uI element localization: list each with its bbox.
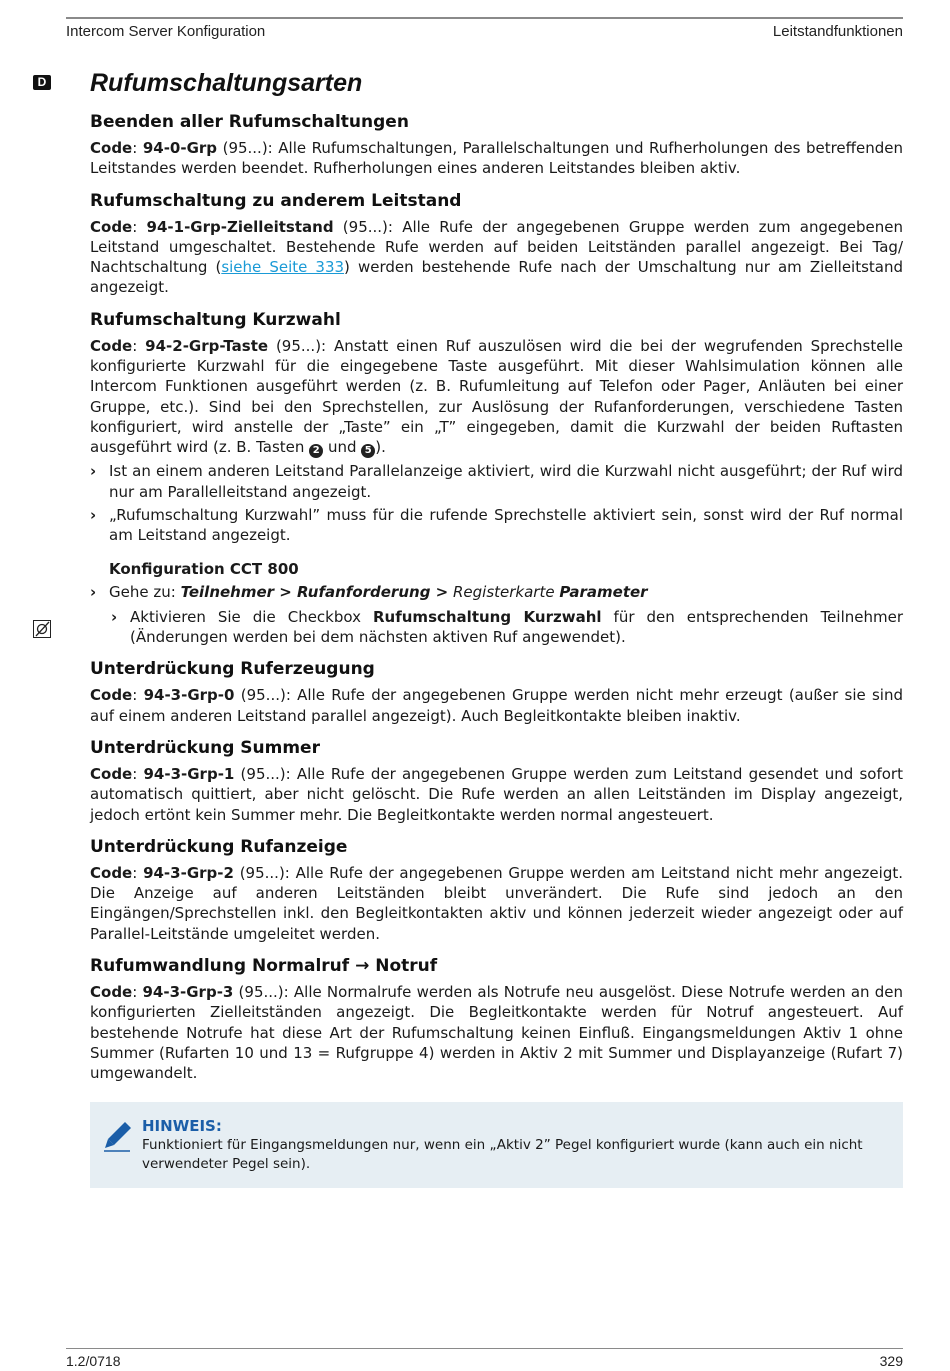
page-reference-link[interactable]: siehe Seite 333 [221,258,345,277]
paragraph-text: ). [375,438,386,457]
list-item [90,505,903,546]
code-label: Code [90,863,133,882]
chevron-right-icon: › [90,505,97,524]
code-label: Code [90,686,133,705]
list-item-text: „Rufumschaltung Kurzwahl” muss für die rufende Sprechstelle aktiviert sein, sonst wird der Ruf normal am Leitstand angezeigt. [109,505,903,545]
tab-name: Parameter [559,583,648,602]
paragraph-text: (95...): Alle Rufumschaltungen, Parallelschaltungen und Rufherholungen des betreffenden Leitstandes werden beendet. Rufherholungen eines anderen Leitstandes bleiben aktiv. [90,139,903,178]
checkbox-name: Rufumschaltung Kurzwahl [373,607,602,626]
language-badge-icon: D [33,75,51,90]
section-heading: Unterdrückung Ruferzeugung [90,659,375,680]
paragraph-text: (95...): Anstatt einen Ruf auszulösen wird die bei der wegrufenden Sprechstelle konfigurierte Kurzwahl für die eingegebene Taste ausgeführt. Mit dieser Wahlsimulation können alle Intercom Funktionen ausgeführt werden (z. B. Rufumleitung auf Telefon oder Pager, Anläuten bei einer Gruppe, etc.). Sind bei den Sprechstellen, zur Auslösung der Rufanforderungen, verschiedene Tasten konfiguriert, wird anstelle der „Taste” ein „T” eingegeben, damit die Kurzwahl der beiden Ruftasten ausgeführt wird (z. B. Tasten [90,336,903,457]
key-2-icon: 2 [309,444,323,458]
paragraph-text: (95...): Alle Rufe der angegebenen Gruppe werden zum angegebenen Leitstand umgeschaltet. Bestehende Rufe werden auf beiden Leitständen parallel angezeigt. Bei Tag/ Nachtschaltung ( [90,217,903,277]
section-paragraph: Code: 94-2-Grp-Taste (95...): Anstatt einen Ruf auszulösen wird die bei der wegrufenden Sprechstelle konfigurierte Kurzwahl für die eingegebene Taste ausgeführt. Mit dieser Wahlsimulation können alle Intercom Funktionen ausgeführt werden (z. B. Rufumleitung auf Telefon oder Pager, Anläuten bei einer Gruppe, etc.). Sind bei den Sprechstellen, zur Auslösung der Rufanforderungen, verschiedene Tasten konfiguriert, wird anstelle der „Taste” ein „T” eingegeben, damit die Kurzwahl der beiden Ruftasten ausgeführt wird (z. B. Tasten 2 und 5 ). [90,336,903,457]
instruction-step [90,582,903,602]
config-heading: Konfiguration CCT 800 [109,560,299,579]
header-rule [66,17,903,19]
section-heading: Rufumwandlung Normalruf → Notruf [90,956,438,977]
code-value: 94-2-Grp-Taste [145,336,269,355]
hint-box [90,1102,903,1188]
section-paragraph: Code: 94-1-Grp-Zielleitstand (95...): Alle Rufe der angegebenen Gruppe werden zum angegebenen Leitstand umgeschaltet. Bestehende Rufe werden auf beiden Leitständen parallel angezeigt. Bei Tag/ Nachtschaltung (siehe Seite 333) werden bestehende Rufe nach der Umschaltung nur am Zielleitstand angezeigt. [90,217,904,297]
instruction-substep [90,607,903,648]
step-prefix: Gehe zu: [109,583,181,602]
code-value: 94-0-Grp [142,139,218,157]
section-paragraph: Code: 94-3-Grp-1 (95...): Alle Rufe der angegebenen Gruppe werden zum Leitstand gesendet und sofort automatisch quittiert, aber nicht gelöscht. Die Rufe werden an allen Leitständen im Display angezeigt, jedoch ertönt kein Summer mehr. Die Begleitkontakte werden normal angesteuert. [90,764,903,824]
section-paragraph: Code: 94-3-Grp-3 (95...): Alle Normalrufe werden als Notrufe neu ausgelöst. Diese Notrufe werden an den konfigurierten Zielleitständen angezeigt. Die Begleitkontakte werden für Notruf angesteuert. Auf bestehende Notrufe hat diese Art der Rufumschaltung keinen Einfluß. Eingangsmeldungen Aktiv 1 ohne Summer (Rufarten 10 und 13 = Rufgruppe 4) werden in Aktiv 2 mit Summer und Displayanzeige (Rufart 7) umgewandelt. [90,983,903,1083]
code-label: Code [90,139,133,157]
chevron-right-icon: › [90,583,97,602]
paragraph-text: und [323,438,362,457]
page-header [66,23,903,40]
footer-rule [66,1348,903,1349]
code-value: 94-3-Grp-0 [143,686,235,705]
paragraph-text: (95...): Alle Rufe der angegebenen Gruppe werden zum Leitstand gesendet und sofort automatisch quittiert, aber nicht gelöscht. Die Rufe werden an allen Leitständen im Display angezeigt, jedoch ertönt kein Summer mehr. Die Begleitkontakte werden normal angesteuert. [90,764,903,824]
not-applicable-icon [33,620,51,638]
code-value: 94-1-Grp-Zielleitstand [146,217,334,236]
page-title: Rufumschaltungsarten [90,69,363,97]
list-item-text: Ist an einem anderen Leitstand Parallelanzeige aktiviert, wird die Kurzwahl nicht ausgeführt; der Ruf wird nur am Parallelleitstand angezeigt. [109,462,903,501]
section-heading: Beenden aller Rufumschaltungen [90,112,409,132]
header-right: Leitstandfunktionen [772,23,903,40]
substep-text: für den entsprechenden Teilnehmer (Änderungen werden bei dem nächsten aktiven Ruf angewendet). [130,607,903,647]
code-value: 94-3-Grp-1 [143,764,235,783]
main-content [90,66,903,1188]
pencil-icon [103,1120,133,1156]
code-label: Code [90,983,133,1002]
code-value: 94-3-Grp-2 [143,863,234,882]
step-tab: Registerkarte [448,583,560,602]
section-heading: Unterdrückung Summer [90,737,320,758]
header-left: Intercom Server Konfiguration [66,23,266,40]
paragraph-text: ) werden bestehende Rufe nach der Umschaltung nur am Zielleitstand angezeigt. [90,258,904,297]
paragraph-text: (95...): Alle Rufe der angegebenen Gruppe werden nicht mehr erzeugt (außer sie sind auf einem anderen Leitstand parallel angezeigt). Auch Begleitkontakte bleiben inaktiv. [90,686,904,725]
section-heading: Rufumschaltung Kurzwahl [90,309,341,330]
code-value: 94-3-Grp-3 [142,983,234,1002]
code-label: Code [90,764,133,783]
section-paragraph: Code: 94-3-Grp-0 (95...): Alle Rufe der angegebenen Gruppe werden nicht mehr erzeugt (außer sie sind auf einem anderen Leitstand parallel angezeigt). Auch Begleitkontakte bleiben inaktiv. [90,686,904,725]
paragraph-text: (95...): Alle Rufe der angegebenen Gruppe werden am Leitstand nicht mehr angezeigt. Die Anzeige auf anderen Leitständen bleibt unverändert. Die Rufe sind jedoch an den Eingängen/Sprechstellen inkl. den Begleitkontakten aktiv und können jederzeit wieder angezeigt oder auf Parallel-Leitstände umgeleitet werden. [90,863,904,943]
substep-text: Aktivieren Sie die Checkbox [130,607,373,626]
section-paragraph: Code: 94-3-Grp-2 (95...): Alle Rufe der angegebenen Gruppe werden am Leitstand nicht mehr angezeigt. Die Anzeige auf anderen Leitständen bleibt unverändert. Die Rufe sind jedoch an den Eingängen/Sprechstellen inkl. den Begleitkontakten aktiv und können jederzeit wieder angezeigt oder auf Parallel-Leitstände umgeleitet werden. [90,863,904,943]
list-item [90,461,903,502]
menu-path: Teilnehmer > Rufanforderung > [180,583,449,602]
hint-title: HINWEIS: [142,1116,222,1135]
chevron-right-icon: › [111,607,118,626]
section-heading: Rufumschaltung zu anderem Leitstand [90,190,462,211]
section-paragraph: Code: 94-0-Grp (95...): Alle Rufumschaltungen, Parallelschaltungen und Rufherholungen des betreffenden Leitstandes werden beendet. Rufherholungen eines anderen Leitstandes bleiben aktiv. [90,139,903,178]
code-label: Code [90,336,133,355]
section-heading: Unterdrückung Rufanzeige [90,836,348,857]
page-number: 329 [879,1353,903,1369]
version-label: 1.2/0718 [66,1353,121,1369]
hint-text: Funktioniert für Eingangsmeldungen nur, wenn ein „Aktiv 2” Pegel konfiguriert wurde (kann auch ein nicht verwendeter Pegel sein). [142,1136,863,1172]
paragraph-text: (95...): Alle Normalrufe werden als Notrufe neu ausgelöst. Diese Notrufe werden an den konfigurierten Zielleitständen angezeigt. Die Begleitkontakte werden für Notruf angesteuert. Auf bestehende Notrufe hat diese Art der Rufumschaltung keinen Einfluß. Eingangsmeldungen Aktiv 1 ohne Summer (Rufarten 10 und 13 = Rufgruppe 4) werden in Aktiv 2 mit Summer und Displayanzeige (Rufart 7) umgewandelt. [90,983,903,1083]
page-footer [66,1353,903,1369]
key-5-icon: 5 [361,444,375,458]
chevron-right-icon: › [90,462,97,481]
code-label: Code [90,217,133,236]
bullet-list [90,461,903,545]
